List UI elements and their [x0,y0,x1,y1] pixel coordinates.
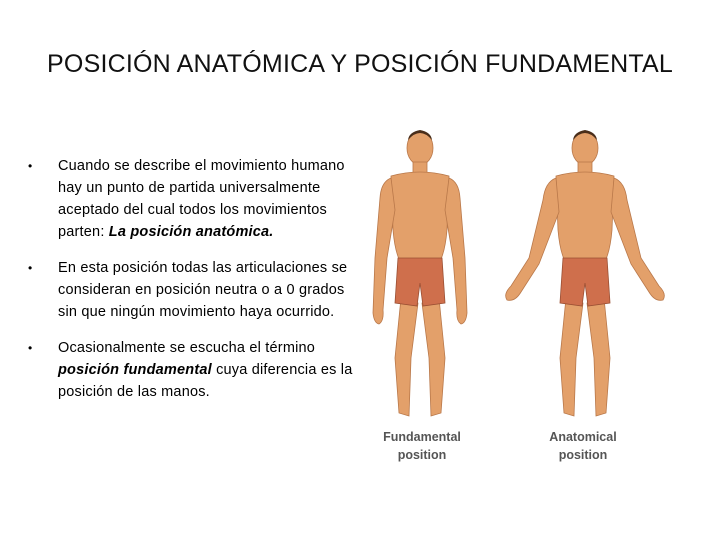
bullet-text: Cuando se describe el movimiento humano hay un punto de partida universalmente aceptado del cual todos los movimientos parten: [58,158,345,240]
caption-line: position [397,448,447,462]
right-leg [587,298,610,416]
slide-title: POSICIÓN ANATÓMICA Y POSICIÓN FUNDAMENTAL [47,50,673,78]
caption-line: Anatomical [549,430,617,444]
right-arm [445,178,467,324]
shorts [560,258,610,306]
torso [556,172,614,263]
bullet-marker: • [28,159,33,173]
bullet-text: En esta posición todas las articulaciones se consideran en posición neutra o a 0 grados sin que ningún movimiento haya ocurrido. [58,260,348,320]
left-leg [560,298,583,416]
left-arm [506,178,559,300]
anatomical-position-caption [518,428,648,464]
torso [391,172,449,263]
bullet-list [28,155,363,417]
bullet-marker: • [28,261,33,275]
left-arm [373,178,395,324]
bullet-item [28,337,363,403]
bullet-emphasis: posición fundamental [58,362,212,378]
right-leg [422,298,445,416]
bullet-emphasis: La posición anatómica. [108,224,274,240]
bullet-text: Ocasionalmente se escucha el término [58,340,316,356]
anatomical-position-figure [495,118,675,428]
bullet-text-after: cuya diferencia es la posición de las manos. [58,362,353,400]
caption-line: Fundamental [383,430,461,444]
caption-line: position [558,448,608,462]
bullet-item [28,257,363,323]
fundamental-position-caption [357,428,487,464]
fundamental-position-figure [365,118,475,428]
shorts [395,258,445,306]
bullet-item [28,155,363,243]
left-leg [395,298,418,416]
bullet-marker: • [28,341,33,355]
right-arm [611,178,664,300]
